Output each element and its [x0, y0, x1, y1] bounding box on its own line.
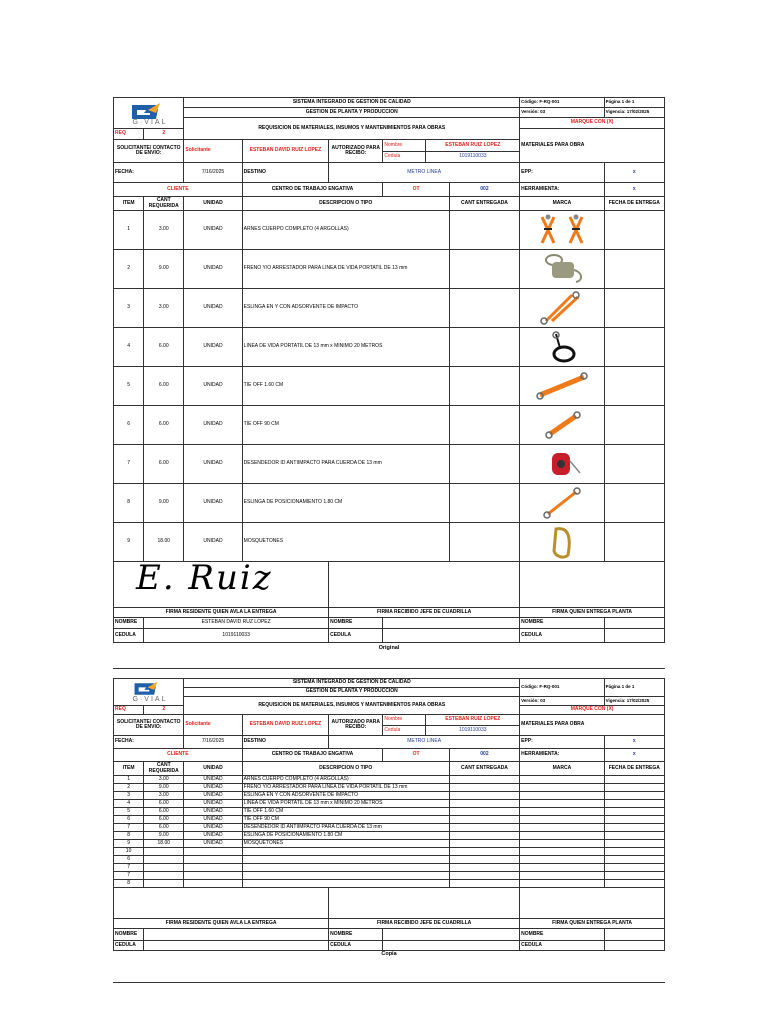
cedula-label: CEDULA — [114, 629, 144, 643]
item-number: 10 — [114, 848, 144, 856]
destination-value: METRO LINEA — [329, 736, 520, 749]
table-row — [114, 864, 665, 872]
materials-label: MATERIALES PARA OBRA — [520, 715, 665, 736]
requisition-form-copy — [113, 678, 665, 957]
item-desc: LINEA DE VIDA PORTATIL DE 13 mm x MINIMO 20 METROS — [242, 328, 449, 367]
ot-label: OT — [383, 749, 449, 762]
authorized-label: AUTORIZADO PARA RECIBO: — [329, 715, 383, 736]
table-row — [114, 784, 665, 792]
item-unit: UNIDAD — [184, 784, 242, 792]
col-brand: MARCA — [520, 762, 604, 776]
item-unit: UNIDAD — [184, 808, 242, 816]
requisition-title: REQUISICION DE MATERIALES, INSUMOS Y MANTENIMIENTOS PARA OBRAS — [184, 697, 520, 715]
item-unit: UNIDAD — [184, 445, 242, 484]
item-number: 9 — [114, 523, 144, 562]
resident-signature-label: FIRMA RESIDENTE QUIEN AVLA LA ENTREGA — [114, 919, 329, 929]
col-delivery-date: FECHA DE ENTREGA — [604, 197, 664, 211]
date-label: FECHA: — [114, 736, 184, 749]
item-desc: ESLINGA DE POSICIONAMIENTO 1.80 CM — [242, 832, 449, 840]
item-qty: 6.00 — [144, 800, 184, 808]
epp-mark: x — [604, 163, 664, 183]
col-desc: DESCRIPCION O TIPO — [242, 762, 449, 776]
item-number: 6 — [114, 816, 144, 824]
signature-row — [114, 888, 665, 919]
original-caption: Original — [378, 645, 400, 651]
work-center: CENTRO DE TRABAJO ENGATIVA — [242, 749, 383, 762]
item-delivery-date — [604, 523, 664, 562]
item-delivery-date — [604, 250, 664, 289]
item-delivered — [449, 250, 519, 289]
resident-signature-label: FIRMA RESIDENTE QUIEN AVLA LA ENTREGA — [114, 608, 329, 618]
cedula-label: Cedula — [383, 151, 426, 162]
items-table-body — [114, 211, 665, 562]
form-table — [113, 97, 665, 643]
date-value: 7/16/2025 — [184, 736, 242, 749]
req-label: REQ — [114, 129, 144, 140]
requester-role: Solicitante — [184, 715, 242, 736]
item-desc: MOSQUETONES — [242, 840, 449, 848]
item-delivered — [449, 328, 519, 367]
authorized-label: AUTORIZADO PARA RECIBO: — [329, 140, 383, 163]
item-desc: FRENO Y/O ARRESTADOR PARA LINEA DE VIDA PORTATIL DE 13 mm — [242, 250, 449, 289]
resident-signature — [114, 562, 329, 608]
item-qty: 9.00 — [144, 832, 184, 840]
form-version: Versión: 03 — [520, 697, 604, 706]
client-label: CLIENTE — [114, 749, 243, 762]
rope-coil-icon — [520, 328, 604, 367]
col-delivery-date: FECHA DE ENTREGA — [604, 762, 664, 776]
form-version: Versión: 03 — [520, 108, 604, 118]
destination-label: DESTINO — [242, 736, 328, 749]
item-unit: UNIDAD — [184, 406, 242, 445]
item-desc: FRENO Y/O ARRESTADOR PARA LINEA DE VIDA PORTATIL DE 13 mm — [242, 784, 449, 792]
requester-role: Solicitante — [184, 140, 242, 163]
requester-label: SOLICITANTE/ CONTACTO DE ENVIO: — [114, 140, 184, 163]
item-qty: 9.00 — [144, 784, 184, 792]
item-number: 7 — [114, 872, 144, 880]
resident-name: ESTEBAN DAVID RUZ LOPEZ — [144, 618, 329, 629]
item-unit: UNIDAD — [184, 328, 242, 367]
item-delivery-date — [604, 367, 664, 406]
item-unit: UNIDAD — [184, 824, 242, 832]
item-delivered — [449, 406, 519, 445]
table-row — [114, 250, 665, 289]
crew-chief-signature — [329, 562, 520, 608]
nombre-label: NOMBRE — [329, 618, 383, 629]
mark-with-x: MARQUE CON (X) — [520, 706, 665, 715]
destination-label: DESTINO — [242, 163, 328, 183]
copy-caption: Copia — [381, 951, 397, 957]
item-desc: ARNES CUERPO COMPLETO (4 ARGOLLAS) — [242, 211, 449, 250]
company-logo — [114, 679, 184, 706]
item-delivered — [449, 289, 519, 328]
authorized-name: ESTEBAN RUIZ LOPEZ — [426, 715, 519, 725]
table-row — [114, 445, 665, 484]
item-number: 7 — [114, 824, 144, 832]
form-code: Código: F-RQ-001 — [520, 679, 604, 697]
table-row — [114, 800, 665, 808]
requester-name: ESTEBAN DAVID RUIZ LOPEZ — [242, 715, 328, 736]
item-desc: MOSQUETONES — [242, 523, 449, 562]
nombre-label: NOMBRE — [114, 618, 144, 629]
item-unit: UNIDAD — [184, 832, 242, 840]
req-number: 2 — [144, 129, 184, 140]
items-table-body — [114, 776, 665, 888]
item-desc: ARNES CUERPO COMPLETO (4 ARGOLLAS) — [242, 776, 449, 784]
item-delivered — [449, 523, 519, 562]
positioning-lanyard-icon — [520, 484, 604, 523]
plant-signature — [520, 888, 665, 919]
item-desc: ESLINGA EN Y CON ADSORVENTE DE IMPACTO — [242, 792, 449, 800]
item-qty: 9.00 — [144, 250, 184, 289]
requester-label: SOLICITANTE/ CONTACTO DE ENVIO: — [114, 715, 184, 736]
system-title: SISTEMA INTEGRADO DE GESTION DE CALIDAD — [184, 679, 520, 688]
item-unit: UNIDAD — [184, 211, 242, 250]
form-code: Código: F-RQ-001 — [520, 98, 604, 108]
cedula-label: CEDULA — [520, 629, 604, 643]
crew-chief-signature-label: FIRMA RECIBIDO JEFE DE CUADRILLA — [329, 919, 520, 929]
item-desc: TIE OFF 1.60 CM — [242, 367, 449, 406]
item-number: 7 — [114, 445, 144, 484]
crew-chief-signature — [329, 888, 520, 919]
col-delivered: CANT ENTREGADA — [449, 197, 519, 211]
item-delivered — [449, 211, 519, 250]
item-number: 3 — [114, 792, 144, 800]
authorized-block — [383, 715, 520, 736]
req-number: 2 — [144, 706, 184, 715]
table-row — [114, 816, 665, 824]
table-row — [114, 848, 665, 856]
system-title: SISTEMA INTEGRADO DE GESTION DE CALIDAD — [184, 98, 520, 108]
cedula-label: Cedula — [383, 725, 426, 735]
item-desc: ESLINGA DE POSICIONAMIENTO 1.80 CM — [242, 484, 449, 523]
plant-signature — [520, 562, 665, 608]
item-number: 8 — [114, 484, 144, 523]
epp-label: EPP: — [520, 736, 604, 749]
col-unit: UNIDAD — [184, 762, 242, 776]
item-unit: UNIDAD — [184, 484, 242, 523]
form-validity: Vigencia: 17/02/2025 — [604, 108, 664, 118]
table-row — [114, 792, 665, 800]
item-number: 9 — [114, 840, 144, 848]
col-desc: DESCRIPCION O TIPO — [242, 197, 449, 211]
form-validity: Vigencia: 17/02/2025 — [604, 697, 664, 706]
item-desc: LINEA DE VIDA PORTATIL DE 13 mm x MINIMO 20 METROS — [242, 800, 449, 808]
table-row — [114, 328, 665, 367]
cedula-label: CEDULA — [520, 941, 604, 951]
item-delivery-date — [604, 289, 664, 328]
item-desc: TIE OFF 90 CM — [242, 406, 449, 445]
item-desc: DESENDEDOR ID ANTIIMPACTO PARA CUERDA DE 13 mm — [242, 824, 449, 832]
item-qty: 6.00 — [144, 445, 184, 484]
authorized-block — [383, 140, 520, 163]
column-headers — [114, 197, 665, 211]
item-qty: 3.00 — [144, 289, 184, 328]
authorized-name: ESTEBAN RUIZ LOPEZ — [426, 140, 519, 151]
col-qty: CANT REQUERIDA — [144, 197, 184, 211]
form-table — [113, 678, 665, 951]
date-value: 7/16/2025 — [184, 163, 242, 183]
item-number: 3 — [114, 289, 144, 328]
item-unit: UNIDAD — [184, 840, 242, 848]
signature-row — [114, 562, 665, 608]
cedula-label: CEDULA — [114, 941, 144, 951]
management-title: GESTION DE PLANTA Y PRODUCCION — [184, 688, 520, 697]
item-delivered — [449, 484, 519, 523]
item-number: 1 — [114, 211, 144, 250]
crew-chief-signature-label: FIRMA RECIBIDO JEFE DE CUADRILLA — [329, 608, 520, 618]
item-number: 7 — [114, 864, 144, 872]
logo-text: G·VIAL — [132, 696, 168, 703]
nombre-label: NOMBRE — [329, 929, 383, 941]
requisition-title: REQUISICION DE MATERIALES, INSUMOS Y MANTENIMIENTOS PARA OBRAS — [184, 118, 520, 140]
page-number: Página 1 de 1 — [604, 679, 664, 697]
cedula-label: CEDULA — [329, 629, 383, 643]
table-row — [114, 776, 665, 784]
carabiner-icon — [520, 523, 604, 562]
item-number: 4 — [114, 328, 144, 367]
item-qty: 6.00 — [144, 328, 184, 367]
item-delivered — [449, 445, 519, 484]
divider — [113, 982, 665, 983]
item-number: 8 — [114, 880, 144, 888]
item-qty: 6.00 — [144, 367, 184, 406]
resident-cedula: 1019110033 — [144, 629, 329, 643]
ot-value: 002 — [449, 749, 519, 762]
table-row — [114, 872, 665, 880]
table-row — [114, 367, 665, 406]
item-unit: UNIDAD — [184, 792, 242, 800]
table-row — [114, 523, 665, 562]
table-row — [114, 484, 665, 523]
authorized-cedula: 1019110033 — [459, 726, 487, 733]
item-number: 4 — [114, 800, 144, 808]
requisition-form-original — [113, 97, 665, 651]
col-item: ITEM — [114, 197, 144, 211]
y-lanyard-icon — [520, 289, 604, 328]
nombre-label: NOMBRE — [520, 618, 604, 629]
item-qty: 3.00 — [144, 776, 184, 784]
authorized-cedula: 1019110033 — [459, 153, 487, 159]
col-unit: UNIDAD — [184, 197, 242, 211]
item-delivery-date — [604, 211, 664, 250]
item-delivery-date — [604, 406, 664, 445]
table-row — [114, 211, 665, 250]
item-qty: 6.00 — [144, 406, 184, 445]
item-qty: 6.00 — [144, 824, 184, 832]
item-unit: UNIDAD — [184, 289, 242, 328]
item-number: 5 — [114, 808, 144, 816]
item-unit: UNIDAD — [184, 776, 242, 784]
item-desc: ESLINGA EN Y CON ADSORVENTE DE IMPACTO — [242, 289, 449, 328]
item-delivery-date — [604, 328, 664, 367]
item-qty: 6.00 — [144, 816, 184, 824]
nombre-label: NOMBRE — [114, 929, 144, 941]
company-logo — [114, 98, 184, 129]
item-delivery-date — [604, 445, 664, 484]
logo-text: G·VIAL — [132, 119, 168, 126]
item-number: 6 — [114, 856, 144, 864]
table-row — [114, 808, 665, 816]
epp-mark: x — [604, 736, 664, 749]
materials-label: MATERIALES PARA OBRA — [520, 129, 665, 163]
management-title: GESTION DE PLANTA Y PRODUCCION — [184, 108, 520, 118]
tie-off-long-icon — [520, 367, 604, 406]
column-headers — [114, 762, 665, 776]
resident-signature — [114, 888, 329, 919]
cedula-label: CEDULA — [329, 941, 383, 951]
destination-value: METRO LINEA — [329, 163, 520, 183]
plant-signature-label: FIRMA QUIEN ENTREGA PLANTA — [520, 919, 665, 929]
plant-signature-label: FIRMA QUIEN ENTREGA PLANTA — [520, 608, 665, 618]
item-delivered — [449, 367, 519, 406]
item-qty: 18.00 — [144, 523, 184, 562]
item-unit: UNIDAD — [184, 800, 242, 808]
item-number: 5 — [114, 367, 144, 406]
table-row — [114, 856, 665, 864]
col-brand: MARCA — [520, 197, 604, 211]
tie-off-short-icon — [520, 406, 604, 445]
page-number: Página 1 de 1 — [604, 98, 664, 108]
nombre-label: Nombre — [383, 715, 426, 725]
requester-name: ESTEBAN DAVID RUIZ LOPEZ — [242, 140, 328, 163]
tools-label: HERRAMIENTA: — [520, 749, 604, 762]
req-label: REQ — [114, 706, 144, 715]
item-desc: DESENDEDOR ID ANTIIMPACTO PARA CUERDA DE 13 mm — [242, 445, 449, 484]
item-qty: 3.00 — [144, 211, 184, 250]
table-row — [114, 832, 665, 840]
tools-mark: x — [604, 749, 664, 762]
item-qty: 18.00 — [144, 840, 184, 848]
col-qty: CANT REQUERIDA — [144, 762, 184, 776]
table-row — [114, 406, 665, 445]
divider — [113, 668, 665, 669]
work-center: CENTRO DE TRABAJO ENGATIVA — [242, 183, 383, 197]
mark-with-x: MARQUE CON (X) — [520, 118, 665, 129]
item-delivery-date — [604, 484, 664, 523]
nombre-label: Nombre — [383, 140, 426, 151]
item-unit: UNIDAD — [184, 816, 242, 824]
date-label: FECHA: — [114, 163, 184, 183]
item-number: 8 — [114, 832, 144, 840]
table-row — [114, 880, 665, 888]
descender-icon — [520, 445, 604, 484]
item-unit: UNIDAD — [184, 367, 242, 406]
item-number: 6 — [114, 406, 144, 445]
item-number: 2 — [114, 784, 144, 792]
item-unit: UNIDAD — [184, 250, 242, 289]
handwritten-signature: E. Ruiz — [136, 561, 273, 598]
item-desc: TIE OFF 1.60 CM — [242, 808, 449, 816]
epp-label: EPP: — [520, 163, 604, 183]
client-label: CLIENTE — [114, 183, 243, 197]
item-desc: TIE OFF 90 CM — [242, 816, 449, 824]
item-qty: 6.00 — [144, 808, 184, 816]
col-delivered: CANT ENTREGADA — [449, 762, 519, 776]
harness-icon — [520, 211, 604, 250]
ot-value: 002 — [449, 183, 519, 197]
table-row — [114, 824, 665, 832]
tools-mark: x — [604, 183, 664, 197]
ot-label: OT — [383, 183, 449, 197]
col-item: ITEM — [114, 762, 144, 776]
nombre-label: NOMBRE — [520, 929, 604, 941]
item-qty: 3.00 — [144, 792, 184, 800]
table-row — [114, 289, 665, 328]
item-qty: 9.00 — [144, 484, 184, 523]
rope-grab-icon — [520, 250, 604, 289]
tools-label: HERRAMIENTA: — [520, 183, 604, 197]
table-row — [114, 840, 665, 848]
item-number: 1 — [114, 776, 144, 784]
item-number: 2 — [114, 250, 144, 289]
item-unit: UNIDAD — [184, 523, 242, 562]
